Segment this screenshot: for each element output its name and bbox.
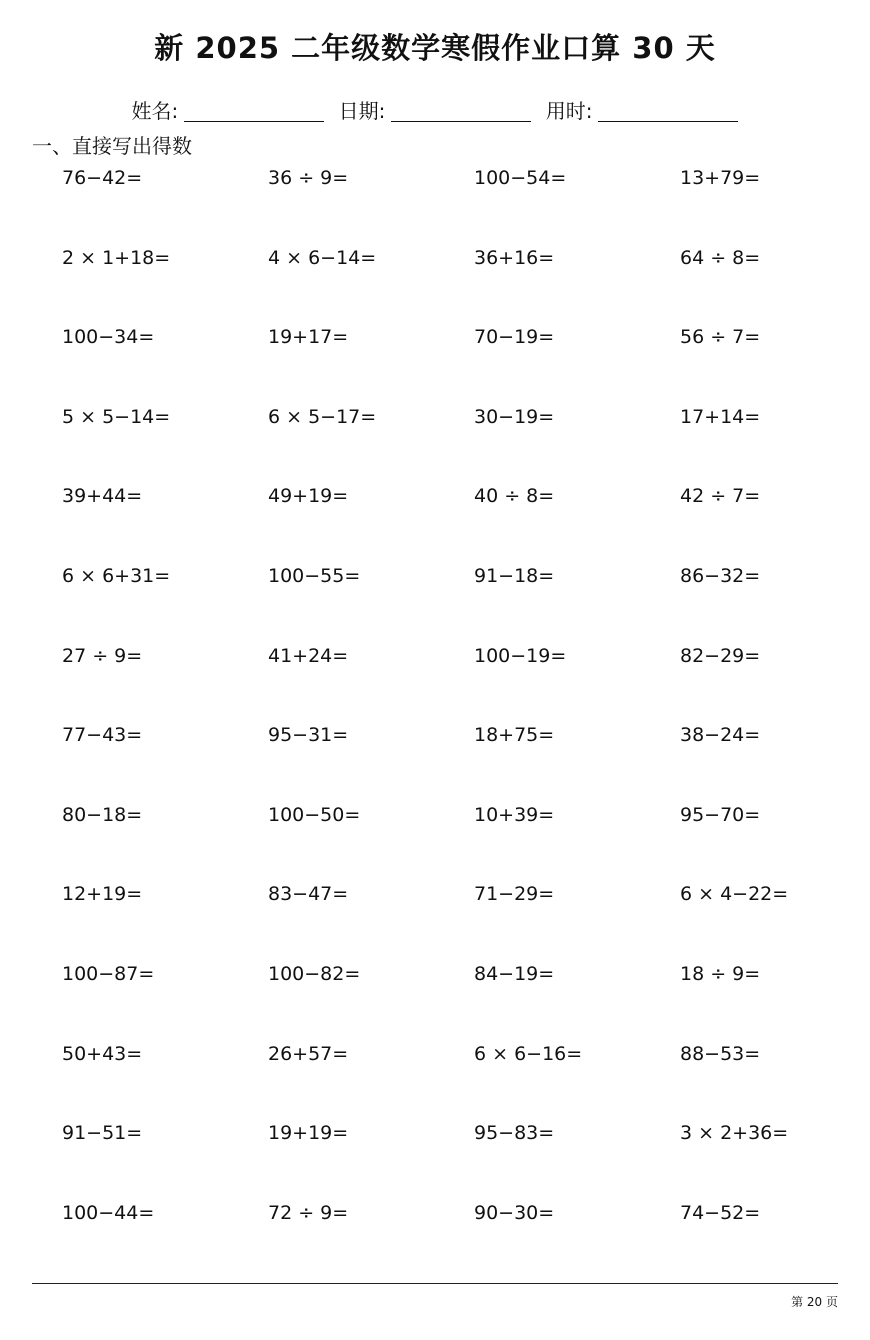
math-problem: 88−53= xyxy=(680,1042,761,1065)
name-field xyxy=(132,95,325,124)
math-problem: 17+14= xyxy=(680,405,761,428)
math-problem: 2 × 1+18= xyxy=(62,246,171,269)
math-problem: 6 × 6−16= xyxy=(474,1042,583,1065)
math-problem: 77−43= xyxy=(62,724,143,747)
footer-divider xyxy=(32,1283,838,1284)
math-problem: 91−18= xyxy=(474,564,555,587)
math-problem: 95−70= xyxy=(680,803,761,826)
math-problem: 100−44= xyxy=(62,1201,155,1224)
math-problem: 100−87= xyxy=(62,962,155,985)
math-problem: 30−19= xyxy=(474,405,555,428)
math-problem: 12+19= xyxy=(62,883,143,906)
math-problem: 64 ÷ 8= xyxy=(680,246,761,269)
problem-grid xyxy=(62,165,842,1279)
date-field xyxy=(339,95,532,124)
math-problem: 18+75= xyxy=(474,724,555,747)
math-problem: 74−52= xyxy=(680,1201,761,1224)
math-problem: 36+16= xyxy=(474,246,555,269)
math-problem: 84−19= xyxy=(474,962,555,985)
math-problem: 86−32= xyxy=(680,564,761,587)
math-problem: 42 ÷ 7= xyxy=(680,485,761,508)
math-problem: 27 ÷ 9= xyxy=(62,644,143,667)
math-problem: 36 ÷ 9= xyxy=(268,167,349,189)
math-problem: 82−29= xyxy=(680,644,761,667)
math-problem: 100−19= xyxy=(474,644,567,667)
math-problem: 95−31= xyxy=(268,724,349,747)
math-problem: 18 ÷ 9= xyxy=(680,962,761,985)
math-problem: 80−18= xyxy=(62,803,143,826)
math-problem: 100−34= xyxy=(62,326,155,349)
page-number: 第 20 页 xyxy=(791,1295,838,1309)
math-problem: 90−30= xyxy=(474,1201,555,1224)
math-problem: 3 × 2+36= xyxy=(680,1122,789,1145)
date-blank[interactable] xyxy=(391,99,531,122)
math-problem: 72 ÷ 9= xyxy=(268,1201,349,1224)
math-problem: 38−24= xyxy=(680,724,761,747)
math-problem: 95−83= xyxy=(474,1122,555,1145)
math-problem: 39+44= xyxy=(62,485,143,508)
math-problem: 100−55= xyxy=(268,564,361,587)
page-title: 新 2025 二年级数学寒假作业口算 30 天 xyxy=(154,31,716,65)
math-problem: 40 ÷ 8= xyxy=(474,485,555,508)
section-title: 一、直接写出得数 xyxy=(32,134,192,158)
math-problem: 13+79= xyxy=(680,167,761,189)
date-label: 日期: xyxy=(338,99,386,123)
math-problem: 100−54= xyxy=(474,167,567,189)
name-label: 姓名: xyxy=(131,99,179,123)
math-problem: 19+19= xyxy=(268,1122,349,1145)
math-problem: 70−19= xyxy=(474,326,555,349)
student-info-row xyxy=(0,95,870,124)
math-problem: 41+24= xyxy=(268,644,349,667)
math-problem: 5 × 5−14= xyxy=(62,405,171,428)
math-problem: 100−82= xyxy=(268,962,361,985)
math-problem: 4 × 6−14= xyxy=(268,246,377,269)
time-label: 用时: xyxy=(545,99,593,123)
math-problem: 10+39= xyxy=(474,803,555,826)
math-problem: 50+43= xyxy=(62,1042,143,1065)
math-problem: 76−42= xyxy=(62,167,143,189)
math-problem: 100−50= xyxy=(268,803,361,826)
time-blank[interactable] xyxy=(598,99,738,122)
math-problem: 91−51= xyxy=(62,1122,143,1145)
time-field xyxy=(546,95,739,124)
name-blank[interactable] xyxy=(184,99,324,122)
math-problem: 56 ÷ 7= xyxy=(680,326,761,349)
math-problem: 6 × 4−22= xyxy=(680,883,789,906)
math-problem: 71−29= xyxy=(474,883,555,906)
math-problem: 83−47= xyxy=(268,883,349,906)
math-problem: 26+57= xyxy=(268,1042,349,1065)
math-problem: 6 × 5−17= xyxy=(268,405,377,428)
math-problem: 49+19= xyxy=(268,485,349,508)
math-problem: 6 × 6+31= xyxy=(62,564,171,587)
math-problem: 19+17= xyxy=(268,326,349,349)
